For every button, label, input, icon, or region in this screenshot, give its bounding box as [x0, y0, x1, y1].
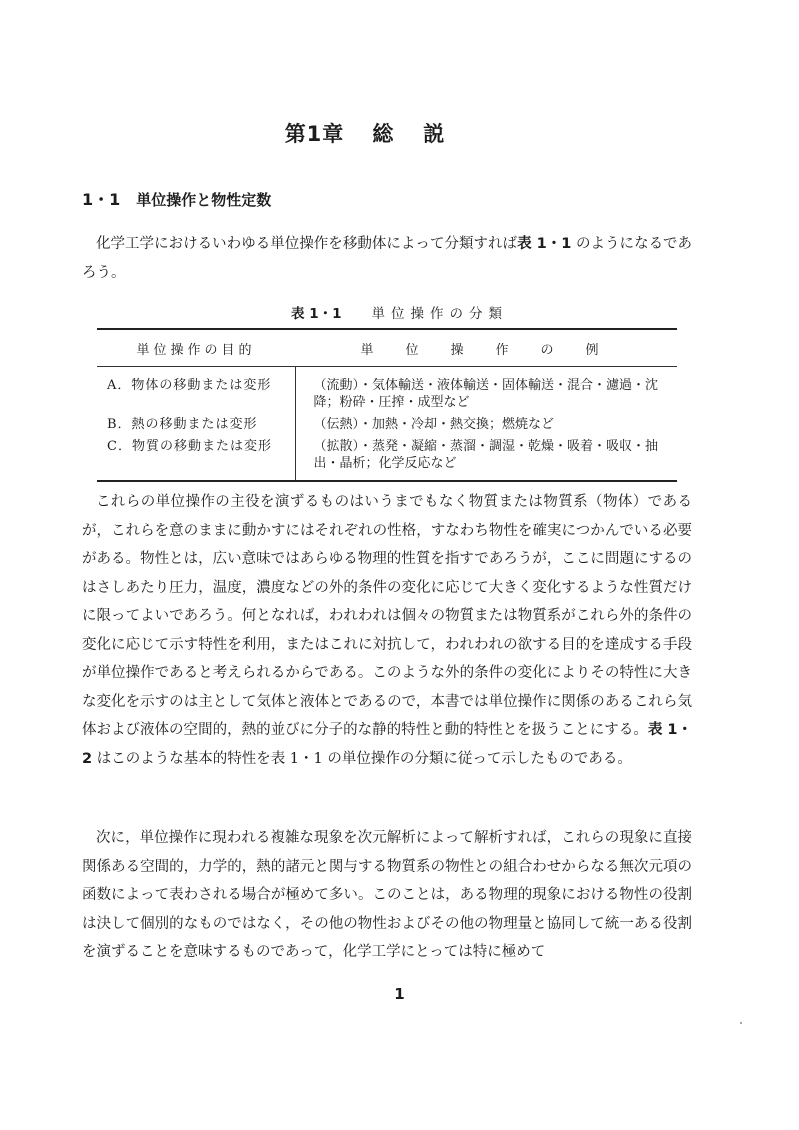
table-row [97, 413, 677, 436]
table-reference: 表 1・1 [517, 236, 572, 252]
column-header-examples: 単位操作の例 [295, 329, 677, 367]
table-cell-purpose: A．物体の移動または変形 [97, 367, 295, 414]
table-cell-example: （流動）・気体輸送・液体輸送・固体輸送・混合・濾過・沈降；粉砕・圧搾・成型など [313, 378, 659, 410]
chapter-number: 第1章 [284, 122, 345, 146]
paragraph-dimensional-analysis-text: 次に，単位操作に現われる複雑な現象を次元解析によって解析すれば，これらの現象に直接関係ある空間的，力学的，熱的諸元と関与する物質系の物性との組合わせからなる無次元項の函数によって表わされる場合が極めて多い。このことは，ある物理的現象における物性の役割は決して個別的なものではなく，その他の物性およびその他の物理量と協同して統一ある役割を演ずることを意味するものであって，化学工学にとっては特に極めて [82, 830, 692, 960]
chapter-name: 総説 [372, 122, 475, 146]
paragraph-properties-text: これらの単位操作の主役を演ずるものはいうまでもなく物質または物質系（物体）であるが，これらを意のままに動かすにはそれぞれの性格，すなわち物性を確実につかんでいる必要がある。物性とは，広い意味ではあらゆる物理的性質を指すであろうが，ここに問題にするのはさしあたり圧力，温度，濃度などの外的条件の変化に応じて大きく変化するような性質だけに限ってよいであろう。何となれば，われわれは個々の物質または物質系がこれら外的条件の変化に応じて示す特性を利用，またはこれに対抗して，われわれの欲する目的を達成する手段が単位操作であると考えられるからである。このような外的条件の変化によりその特性に大きな変化を示すのは主として気体と液体とであるので，本書では単位操作に関係のあるこれら気体および液体の空間的，熱的並びに分子的な静的特性と動的特性とを扱うことにする。 [82, 494, 692, 738]
section-title: 単位操作と物性定数 [136, 191, 272, 209]
paragraph-intro [82, 230, 692, 287]
page-number: 1 [394, 985, 405, 1003]
table-title: 単位操作の分類 [371, 306, 508, 322]
table-header-row [97, 329, 677, 367]
paragraph-properties-text-end: はこのような基本的特性を表 1・1 の単位操作の分類に従って示したものである。 [92, 750, 632, 767]
section-heading [82, 187, 271, 210]
table-cell-purpose: B．熱の移動または変形 [97, 413, 295, 436]
paragraph-intro-text-end: のようになるであろう。 [82, 236, 692, 281]
table-row [97, 367, 677, 414]
table-caption [0, 302, 799, 322]
section-number: 1・1 [82, 190, 121, 209]
paragraph-properties [82, 488, 692, 773]
table-label: 表 1・1 [291, 306, 342, 322]
table-cell-example: （伝熱）・加熱・冷却・熱交換；燃焼など [313, 417, 555, 432]
chapter-title [0, 118, 779, 148]
unit-operations-table [97, 328, 677, 482]
scan-speck [740, 1022, 742, 1024]
column-header-purpose: 単位操作の目的 [97, 329, 295, 367]
table-cell-example: （拡散）・蒸発・凝縮・蒸溜・調湿・乾燥・吸着・吸収・抽出・晶析；化学反応など [313, 439, 659, 471]
table-row [97, 436, 677, 481]
table-cell-purpose: C．物質の移動または変形 [97, 436, 295, 481]
table-reference: 表 1・2 [82, 722, 693, 767]
paragraph-intro-text: 化学工学におけるいわゆる単位操作を移動体によって分類すれば [96, 236, 518, 252]
paragraph-dimensional-analysis [82, 824, 692, 967]
